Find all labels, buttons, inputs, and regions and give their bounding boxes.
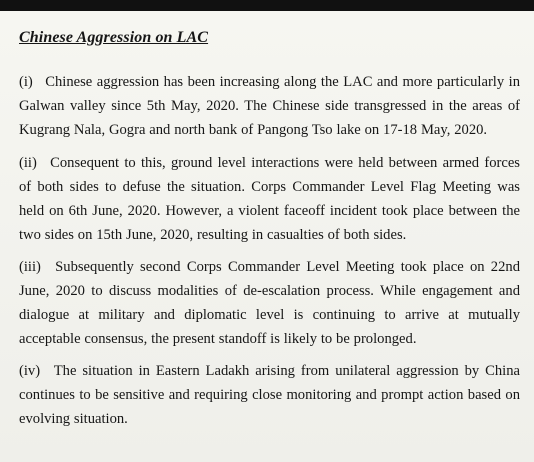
paragraph-text: The situation in Eastern Ladakh arising from unilateral aggression by China continues to be sensitive and requiring close monitoring and prompt action based on evolving situation. [19,363,520,427]
paragraph-label: (i) [19,74,33,90]
paragraph-label: (ii) [19,155,37,171]
document-page [0,11,534,462]
paragraph-ii [19,151,520,247]
paragraph-iv [19,359,520,431]
paragraph-text: Subsequently second Corps Commander Level Meeting took place on 22nd June, 2020 to discuss modalities of de-escalation process. While engagement and dialogue at military and diplomatic level is continuing to arrive at mutually acceptable consensus, the present standoff is likely to be prolonged. [19,259,520,347]
paragraph-text: Consequent to this, ground level interactions were held between armed forces of both sides to defuse the situation. Corps Commander Level Flag Meeting was held on 6th June, 2020. However, a violent faceoff incident took place between the two sides on 15th June, 2020, resulting in casualties of both sides. [19,155,520,243]
document-content [19,29,520,441]
document-title: Chinese Aggression on LAC [19,29,209,46]
paragraph-label: (iii) [19,259,41,275]
paragraph-text: Chinese aggression has been increasing along the LAC and more particularly in Galwan valley since 5th May, 2020. The Chinese side transgressed in the areas of Kugrang Nala, Gogra and north bank of Pangong Tso lake on 17-18 May, 2020. [19,74,520,138]
paragraph-label: (iv) [19,363,41,379]
paragraph-i [19,70,520,142]
top-dark-border [0,0,534,11]
paragraph-iii [19,255,520,351]
